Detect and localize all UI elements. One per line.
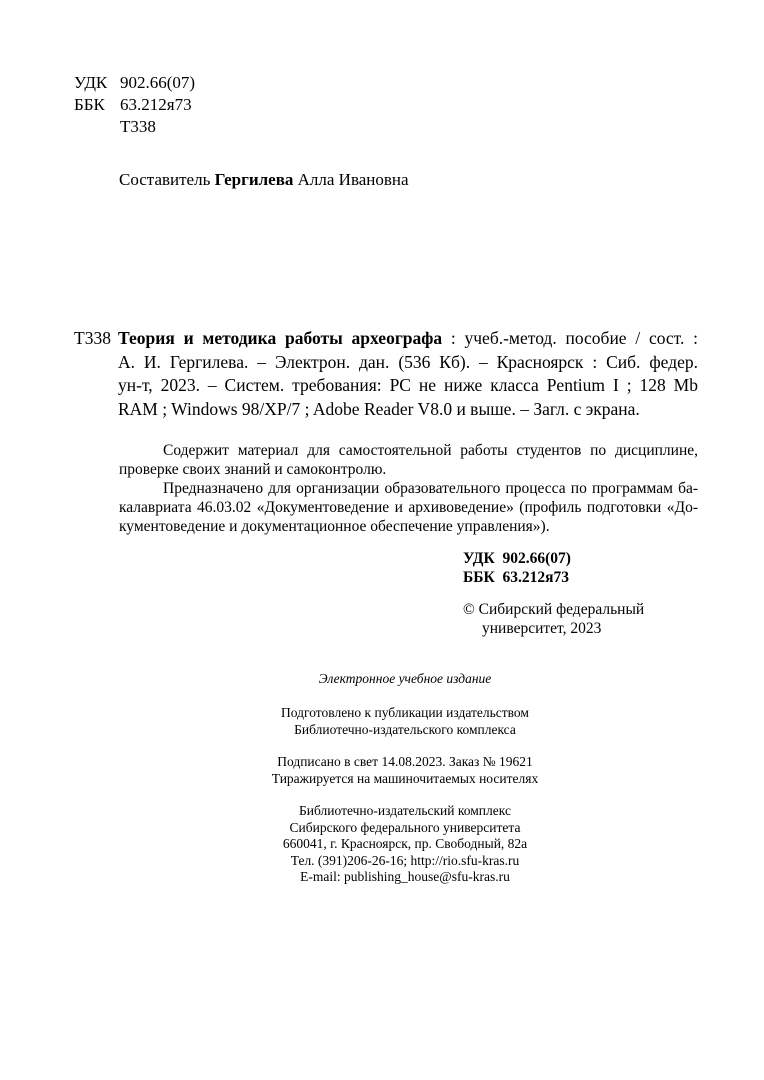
bbk-value: 63.212я73 [120, 95, 192, 114]
biblio-line-2: А. И. Гергилева. – Электрон. дан. (536 Кб). – Красноярск : Сиб. федер. [118, 351, 698, 372]
bbk-header-line [74, 94, 192, 116]
udk-label: УДК [74, 73, 108, 92]
book-title: Теория и методика работы археографа [118, 328, 443, 348]
copyright-line-1: © Сибирский федеральный [463, 601, 645, 618]
biblio-line-4: RAM ; Windows 98/XP/7 ; Adobe Reader V8.0 и выше. – Загл. с экрана. [118, 398, 640, 419]
bbk-classification: ББК 63.212я73 [463, 569, 569, 586]
publisher-line-2: Сибирского федерального университета [289, 819, 521, 835]
compiler-surname: Гергилева [214, 170, 294, 189]
annotation-p2-line2: калавриата 46.03.02 «Документоведение и архивоведение» (профиль подготовки «До- [119, 499, 698, 516]
signed-line: Подписано в свет 14.08.2023. Заказ № 19621 [277, 754, 533, 769]
copyright-line-2: университет, 2023 [482, 620, 602, 637]
publisher-address: 660041, г. Красноярск, пр. Свободный, 82а [282, 836, 528, 851]
publisher-line-1: Библиотечно-издательский комплекс [299, 803, 511, 818]
udk-header-line [74, 72, 195, 94]
compiler-name: Алла Ивановна [297, 170, 409, 189]
prepared-line-1: Подготовлено к публикации издательством [281, 705, 529, 720]
biblio-line-1-rest: : учеб.-метод. пособие / сост. : [442, 328, 699, 348]
bbk-label: ББК [74, 95, 105, 114]
annotation-p1-line1: Содержит материал для самостоятельной работы студентов по дисциплине, [163, 442, 698, 459]
compiler-line [119, 170, 409, 190]
biblio-line-1 [118, 327, 698, 351]
distribution-line: Тиражируется на машиночитаемых носителях [271, 770, 539, 786]
compiler-label: Составитель [119, 170, 211, 189]
publisher-email: E-mail: publishing_house@sfu-kras.ru [300, 869, 510, 884]
udk-classification: УДК 902.66(07) [463, 550, 571, 567]
udk-value: 902.66(07) [120, 73, 196, 92]
biblio-code: Т338 [74, 328, 111, 348]
edition-type: Электронное учебное издание [318, 671, 492, 686]
annotation-p1-line2: проверке своих знаний и самоконтролю. [119, 461, 387, 478]
publisher-phone-site: Тел. (391)206-26-16; http://rio.sfu-kras.ru [290, 852, 520, 868]
annotation-p2-line1: Предназначено для организации образовательного процесса по программам ба- [163, 480, 698, 497]
annotation-p2-line3: кументоведение и документационное обеспечение управления»). [119, 518, 550, 535]
biblio-line-3: ун-т, 2023. – Систем. требования: PC не ниже класса Pentium I ; 128 Mb [118, 375, 698, 395]
prepared-line-2: Библиотечно-издательского комплекса [294, 721, 516, 737]
annotation [119, 441, 698, 536]
author-mark: Т338 [120, 117, 156, 136]
